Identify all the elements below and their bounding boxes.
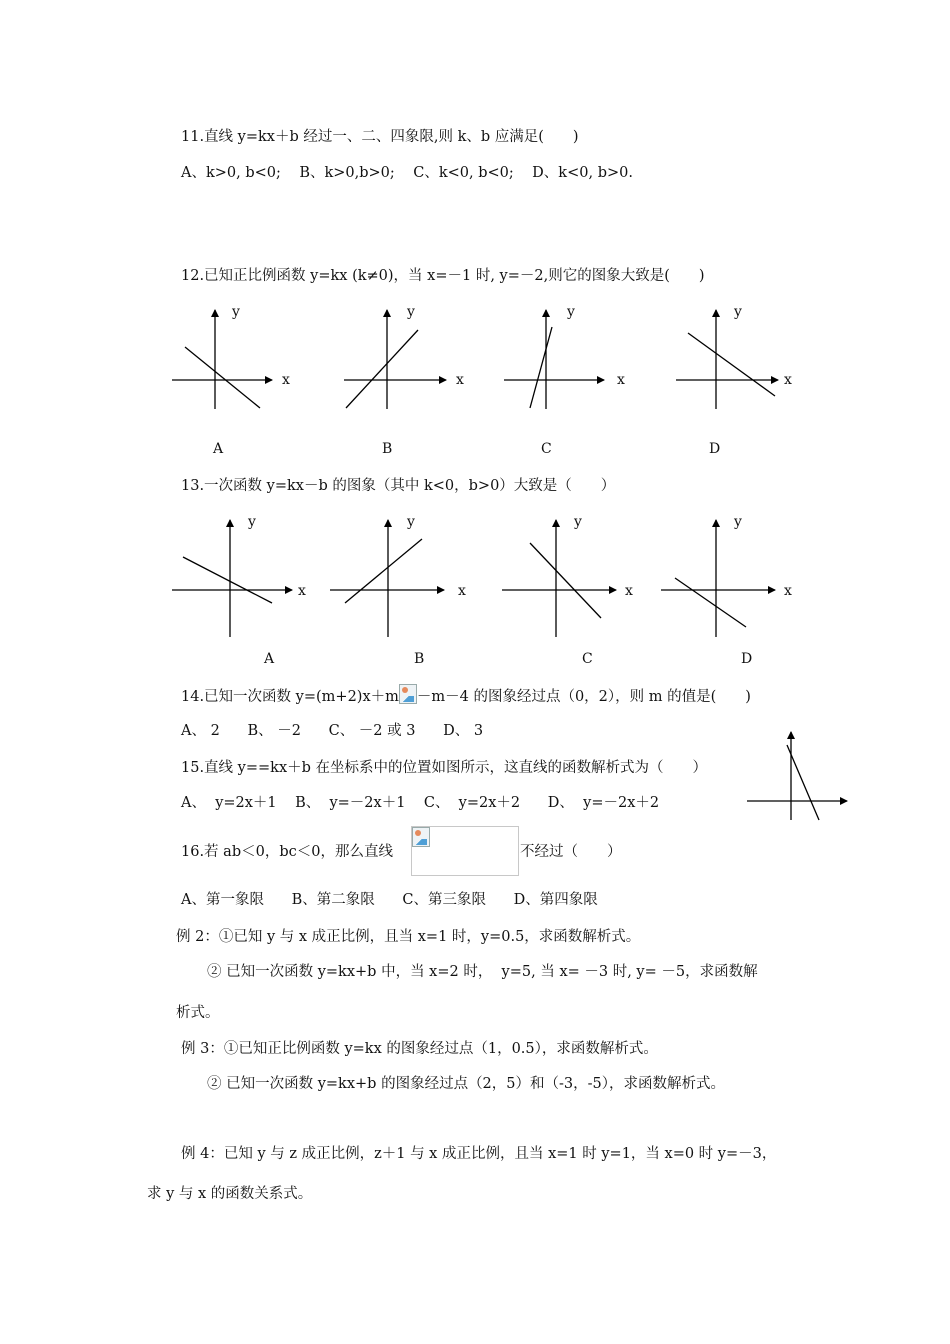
q12-a-y-label: y xyxy=(232,304,240,320)
graph-line xyxy=(530,327,552,408)
q13-d-letter: D xyxy=(741,651,753,667)
broken-image-icon xyxy=(399,684,417,704)
q12-graph-d xyxy=(674,305,804,415)
q14-options: A、 2 B、 －2 C、 －2 或 3 D、 3 xyxy=(181,723,484,739)
graph-line xyxy=(787,745,819,820)
ex2-line3: 析式。 xyxy=(176,1005,220,1021)
q12-c-x-label: x xyxy=(617,372,625,388)
q12-graph-c xyxy=(502,305,632,415)
q16-stem-after: 不经过（ ） xyxy=(520,844,622,860)
q13-graph-a xyxy=(170,515,310,640)
q12-graph-b xyxy=(342,305,472,415)
q16-options: A、第一象限 B、第二象限 C、第三象限 D、第四象限 xyxy=(181,892,598,908)
graph-line xyxy=(346,330,418,408)
q12-stem: 12.已知正比例函数 y=kx (k≠0)，当 x=－1 时, y=－2,则它的图象大致是( ) xyxy=(181,268,705,284)
ex3-line2: ② 已知一次函数 y=kx+b 的图象经过点（2，5）和（-3，-5），求函数解析式。 xyxy=(207,1076,726,1092)
q13-c-x-label: x xyxy=(625,583,633,599)
q12-a-letter: A xyxy=(213,441,224,457)
q13-b-y-label: y xyxy=(407,514,415,530)
broken-image-icon xyxy=(412,827,430,847)
q14-stem-before: 14.已知一次函数 y=(m+2)x＋m xyxy=(181,689,399,705)
q13-d-y-label: y xyxy=(734,514,742,530)
q12-graph-a xyxy=(170,305,300,415)
q13-d-x-label: x xyxy=(784,583,792,599)
q14-stem-after: －m－4 的图象经过点（0，2），则 m 的值是( ) xyxy=(416,689,751,705)
ex4-line2: 求 y 与 x 的函数关系式。 xyxy=(147,1186,313,1202)
q13-graph-c xyxy=(500,515,640,640)
q12-a-x-label: x xyxy=(282,372,290,388)
ex4-line1: 例 4：已知 y 与 z 成正比例，z＋1 与 x 成正比例，且当 x=1 时 y=1，当 x=0 时 y=－3， xyxy=(181,1146,777,1162)
q15-stem: 15.直线 y==kx＋b 在坐标系中的位置如图所示，这直线的函数解析式为（ ） xyxy=(181,760,708,776)
q12-d-x-label: x xyxy=(784,372,792,388)
q16-formula-image xyxy=(411,826,519,876)
graph-line xyxy=(530,543,601,618)
ex3-line1: 例 3：①已知正比例函数 y=kx 的图象经过点（1，0.5），求函数解析式。 xyxy=(181,1041,658,1057)
ex2-line1: 例 2：①已知 y 与 x 成正比例，且当 x=1 时，y=0.5，求函数解析式。 xyxy=(176,929,641,945)
graph-line xyxy=(185,347,260,408)
q13-c-letter: C xyxy=(582,651,593,667)
q14-stem xyxy=(181,684,751,707)
q13-stem: 13.一次函数 y=kx－b 的图象（其中 k<0，b>0）大致是（ ） xyxy=(181,478,616,494)
graph-line xyxy=(183,557,272,603)
q12-c-letter: C xyxy=(541,441,552,457)
q13-graph-b xyxy=(328,515,468,640)
q13-a-letter: A xyxy=(264,651,275,667)
graph-line xyxy=(345,539,422,603)
q12-b-letter: B xyxy=(382,441,393,457)
q12-d-y-label: y xyxy=(734,304,742,320)
graph-line xyxy=(675,578,746,627)
q12-b-x-label: x xyxy=(456,372,464,388)
q13-graph-d xyxy=(659,515,799,640)
q12-b-y-label: y xyxy=(407,304,415,320)
q15-graph xyxy=(745,730,850,822)
q13-a-y-label: y xyxy=(248,514,256,530)
q12-c-y-label: y xyxy=(567,304,575,320)
q11-options: A、k>0, b<0; B、k>0,b>0; C、k<0, b<0; D、k<0, b>0. xyxy=(181,165,633,181)
ex2-line2: ② 已知一次函数 y=kx+b 中，当 x=2 时， y=5, 当 x= －3 时, y= －5，求函数解 xyxy=(207,964,758,980)
q13-c-y-label: y xyxy=(574,514,582,530)
q12-d-letter: D xyxy=(709,441,721,457)
graph-line xyxy=(688,333,775,396)
q13-b-letter: B xyxy=(414,651,425,667)
q13-a-x-label: x xyxy=(298,583,306,599)
q13-b-x-label: x xyxy=(458,583,466,599)
q11-stem: 11.直线 y=kx＋b 经过一、二、四象限,则 k、b 应满足( ) xyxy=(181,129,579,145)
q15-options: A、 y=2x＋1 B、 y=－2x＋1 C、 y=2x＋2 D、 y=－2x＋2 xyxy=(181,795,660,811)
q16-stem-before: 16.若 ab＜0，bc＜0，那么直线 xyxy=(181,844,393,860)
